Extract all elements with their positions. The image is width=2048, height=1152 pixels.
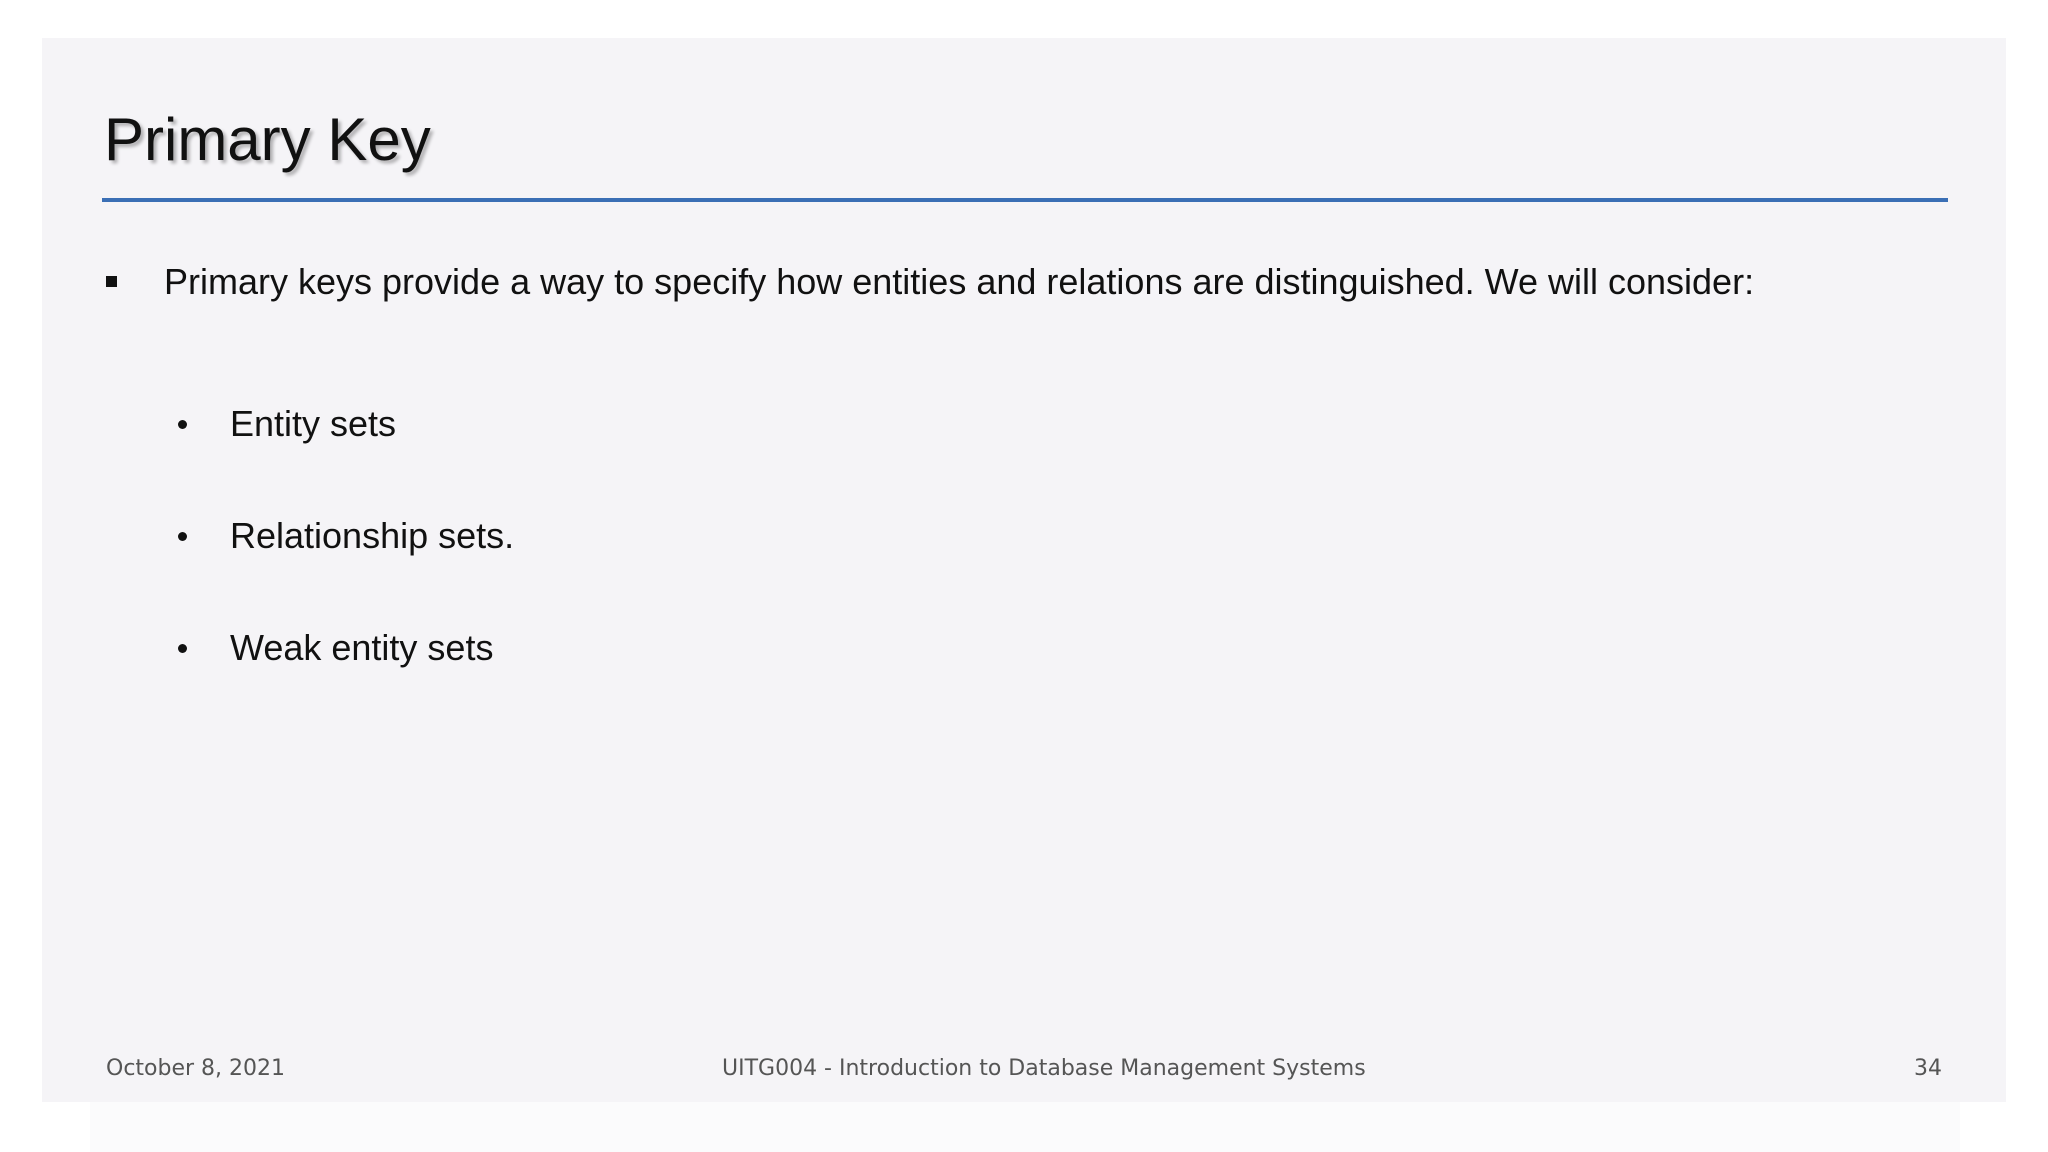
title-divider (102, 198, 1948, 202)
sub-bullet-list (178, 368, 514, 704)
main-bullet-text: Primary keys provide a way to specify how entities and relations are distinguished. We will consider: (164, 261, 1755, 302)
sub-bullet-item (178, 368, 514, 480)
footer-page-number: 34 (1914, 1056, 1942, 1081)
sub-bullet-item (178, 592, 514, 704)
round-bullet-icon (178, 532, 187, 541)
footer-date: October 8, 2021 (106, 1056, 286, 1081)
sub-bullet-text: Relationship sets. (230, 515, 515, 557)
sub-bullet-item (178, 480, 514, 592)
sub-bullet-text: Entity sets (230, 403, 397, 445)
round-bullet-icon (178, 420, 187, 429)
slide (42, 38, 2006, 1102)
sub-bullet-text: Weak entity sets (230, 627, 494, 669)
square-bullet-icon (106, 276, 117, 287)
footer-course-title: UITG004 - Introduction to Database Management Systems (722, 1056, 1366, 1081)
slide-title: Primary Key (104, 106, 431, 173)
slide-bottom-edge (90, 1102, 1960, 1152)
main-bullet (106, 260, 1754, 303)
round-bullet-icon (178, 644, 187, 653)
